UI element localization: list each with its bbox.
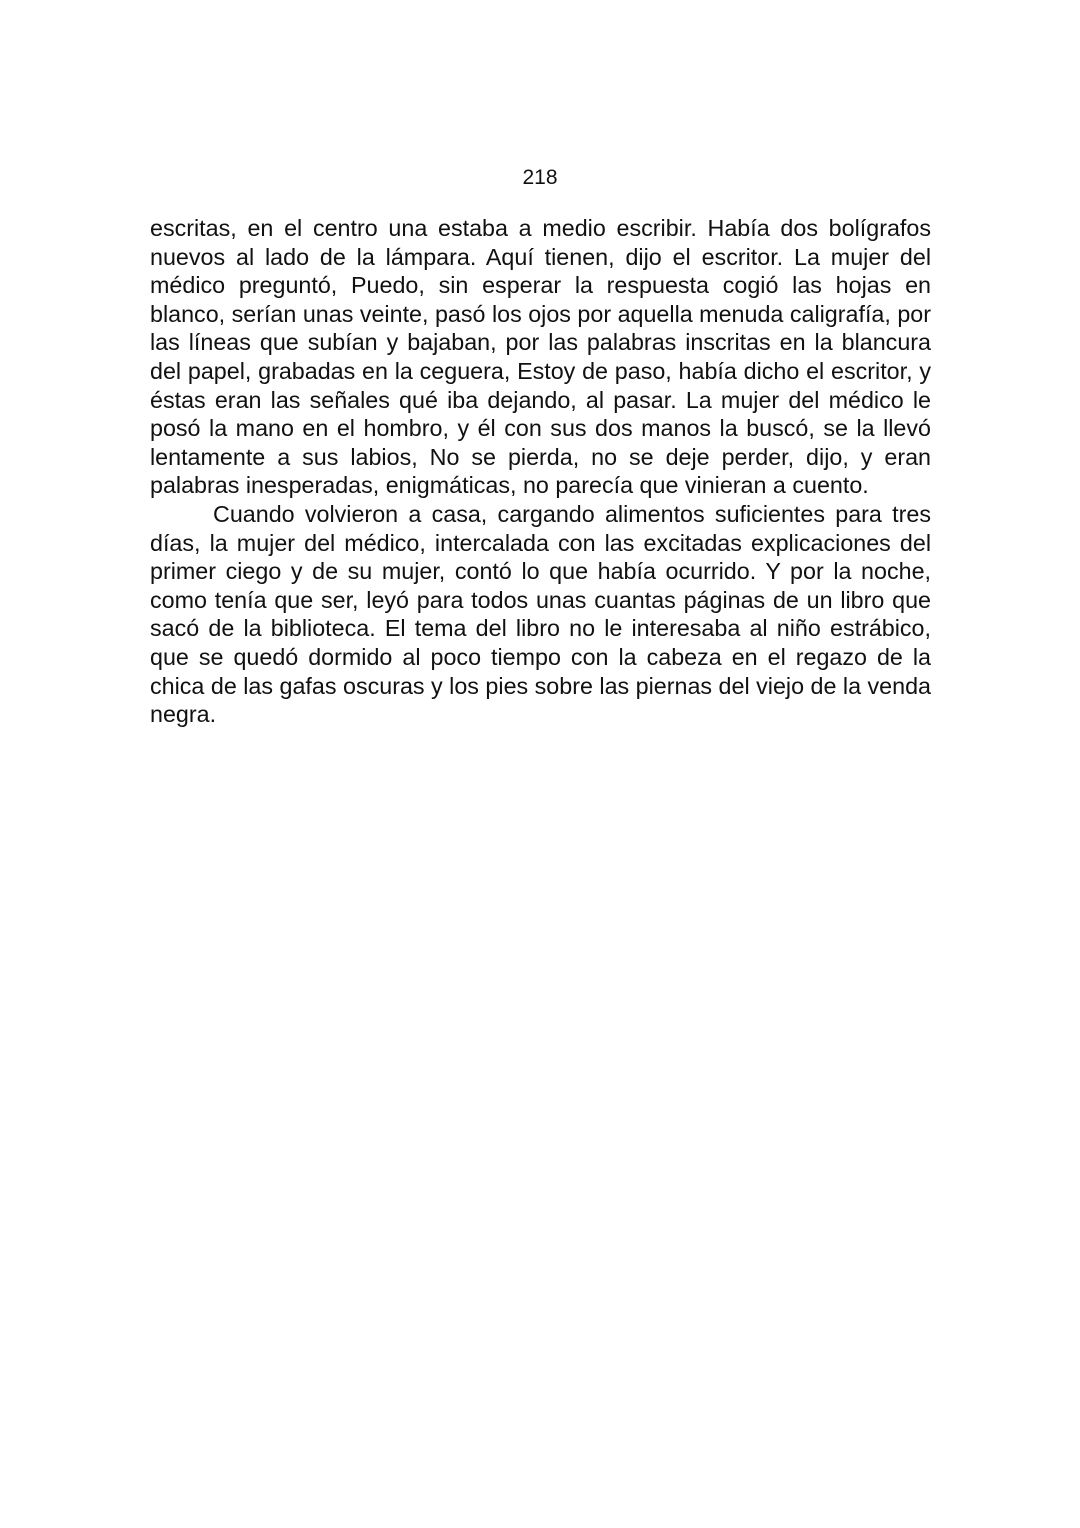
paragraph-continuation: escritas, en el centro una estaba a medio escribir. Había dos bolígrafos nuevos al lado de la lámpara. Aquí tienen, dijo el escritor. La mujer del médico preguntó, Puedo, sin esperar la respuesta cogió las hojas en blanco, serían unas veinte, pasó los ojos por aquella menuda caligrafía, por las líneas que subían y bajaban, por las palabras inscritas en la blancura del papel, grabadas en la ceguera, Estoy de paso, había dicho el escritor, y éstas eran las señales qué iba dejando, al pasar. La mujer del médico le posó la mano en el hombro, y él con sus dos manos la buscó, se la llevó lentamente a sus labios, No se pierda, no se deje perder, dijo, y eran palabras inesperadas, enigmáticas, no parecía que vinieran a cuento. (150, 215, 931, 499)
paragraph: Cuando volvieron a casa, cargando alimentos suficientes para tres días, la mujer del médico, intercalada con las excitadas explicaciones del primer ciego y de su mujer, contó lo que había ocurrido. Y por la noche, como tenía que ser, leyó para todos unas cuantas páginas de un libro que sacó de la biblioteca. El tema del libro no le interesaba al niño estrábico, que se quedó dormido al poco tiempo con la cabeza en el regazo de la chica de las gafas oscuras y los pies sobre las piernas del viejo de la venda negra. (150, 500, 931, 728)
body-text (150, 214, 931, 729)
page-number: 218 (522, 166, 558, 189)
